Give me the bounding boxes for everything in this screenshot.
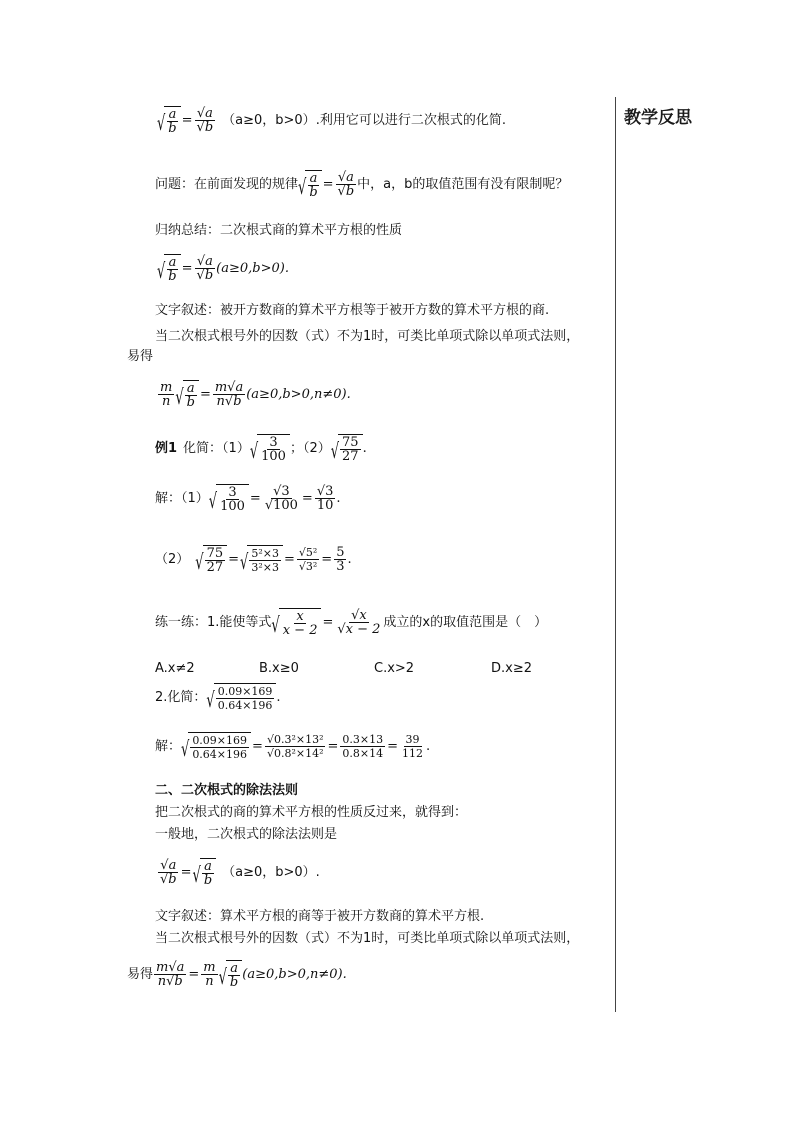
example-1: 例1 化简：（1） √ $\frac{3}{100}$ ；（2） √ $\frac{75}{27}$ . (155, 435, 367, 465)
formula-line-1: √ $\frac{a}{b}$ = $\frac{√a}{√b}$ （a≥0，b>0） .利用它可以进行二次根式的化简. (157, 106, 506, 137)
option-d: D.x≥2 (491, 661, 532, 676)
sqrt-a-over-b: √ $\frac{a}{b}$ (157, 106, 181, 135)
answer-options (155, 661, 555, 677)
text-line-10: 一般地，二次根式的除法法则是 (155, 827, 338, 842)
solution-1: 解：（1） √ $\frac{3}{100}$ = $\frac{√3}{√100}$ = $\frac{√3}{10}$ . (155, 484, 341, 515)
formula-line-final: 易得 $\frac{m√a}{n√b}$ = $\frac{m}{n}$ √ $\frac{a}{b}$ (a≥0,b>0,n≠0). (127, 960, 347, 991)
sqrt-a-over-sqrt-b: $\frac{√a}{√b}$ (196, 106, 214, 135)
formula-line-property: √ $\frac{a}{b}$ = $\frac{√a}{√b}$ (a≥0,b>0). (157, 254, 289, 285)
reflection-heading: 教学反思 (624, 108, 692, 128)
option-c: C.x>2 (374, 661, 415, 676)
text-statement-2: 文字叙述：算术平方根的商等于被开方数商的算术平方根. (155, 909, 485, 924)
option-a: A.x≠2 (155, 661, 195, 676)
question-line: 问题：在前面发现的规律 √ $\frac{a}{b}$ = $\frac{√a}{√b}$ 中，a，b的取值范围有没有限制呢？ (155, 170, 569, 201)
formula-division-rule: $\frac{√a}{√b}$ = √ $\frac{a}{b}$ （a≥0，b>0）. (160, 858, 320, 889)
option-b: B.x≥0 (259, 661, 299, 676)
text-line-6: 当二次根式根号外的因数（式）不为1时，可类比单项式除以单项式法则， (155, 329, 580, 344)
text-statement-1: 文字叙述：被开方数商的算术平方根等于被开方数的算术平方根的商. (155, 303, 550, 318)
formula-line-mn: $\frac{m}{n}$ √ $\frac{a}{b}$ = $\frac{m√a}{n√b}$ (a≥0,b>0,n≠0). (160, 380, 351, 411)
text-line-13: 当二次根式根号外的因数（式）不为1时，可类比单项式除以单项式法则， (155, 931, 580, 946)
text-line-9: 把二次根式的商的算术平方根的性质反过来，就得到： (155, 805, 468, 820)
solution-2: （2） √ $\frac{75}{27}$ = √ $\frac{\text{5²×3}}{\text{3²×3}}$ = $\frac{\text{√5²}}{\text{√3²}}$ = $\frac{5}{3}$ . (155, 545, 352, 576)
solution-3: 解： √ $\frac{0.09\times 169}{0.64\times 196}$ = $\frac{\text{√0.3²×13²}}{\text{√0.8²×14²}}$ = $\frac{0.3\times 13}{0.8\times 14}$ = $\frac{39}{112}$ . (155, 733, 431, 763)
column-divider (615, 97, 616, 1012)
practice-1: 练一练：1.能使等式 √ $\frac{x}{x - 2}$ = $\frac{√x}{√x - 2}$ 成立的x的取值范围是（ ） (155, 608, 548, 639)
text-line-7: 易得 (127, 349, 154, 364)
section-2-heading: 二、二次根式的除法法则 (155, 783, 299, 798)
summary-heading: 归纳总结：二次根式商的算术平方根的性质 (155, 223, 403, 238)
practice-2: 2.化简： √ $\frac{0.09\times 169}{0.64\times 196}$ . (155, 685, 281, 714)
